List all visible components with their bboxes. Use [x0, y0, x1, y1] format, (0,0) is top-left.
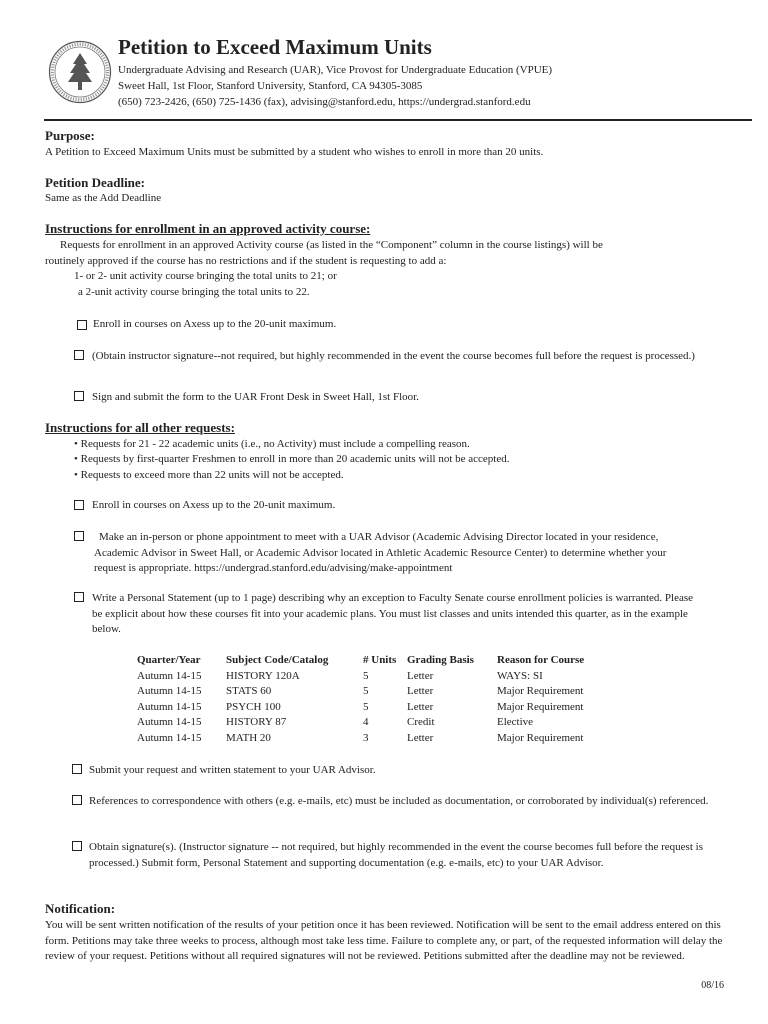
table-cell: Autumn 14-15 [137, 700, 202, 713]
table-cell: HISTORY 87 [226, 716, 287, 728]
activity-heading: Instructions for enrollment in an approved activity course: [45, 221, 371, 236]
activity-intro: Requests for enrollment in an approved Activity course (as listed in the “Component” column in the course listings) will be [60, 239, 603, 251]
table-row [137, 700, 607, 716]
header-divider [44, 119, 752, 121]
purpose-heading: Purpose: [45, 128, 95, 143]
table-cell: Elective [497, 716, 534, 728]
checkbox[interactable] [74, 391, 84, 401]
table-cell: 4 [363, 716, 369, 728]
table-cell: 5 [363, 700, 369, 713]
column-header: Reason for Course [497, 654, 585, 666]
other-bullet: • Requests to exceed more than 22 units will not be accepted. [74, 469, 344, 481]
office-address: Sweet Hall, 1st Floor, Stanford University, Stanford, CA 94305-3085 [118, 80, 423, 92]
table-cell: MATH 20 [226, 731, 271, 744]
other-heading: Instructions for all other requests: [45, 420, 235, 435]
column-header: Subject Code/Catalog [226, 654, 329, 666]
checkbox[interactable] [72, 841, 82, 851]
purpose-text: A Petition to Exceed Maximum Units must be submitted by a student who wishes to enroll in more than 20 units. [45, 146, 544, 158]
activity-step: Sign and submit the form to the UAR Front Desk in Sweet Hall, 1st Floor. [92, 391, 419, 403]
table-cell: Letter [407, 731, 434, 744]
activity-step: (Obtain instructor signature--not required, but highly recommended in the event the course becomes full before the request is processed.) [92, 350, 695, 362]
table-row [137, 669, 607, 685]
stanford-seal-logo [48, 40, 112, 104]
table-cell: Major Requirement [497, 700, 584, 713]
deadline-text: Same as the Add Deadline [45, 192, 162, 204]
checkbox[interactable] [72, 795, 82, 805]
checkbox[interactable] [74, 592, 84, 602]
example-course-table [137, 653, 607, 746]
activity-step: Enroll in courses on Axess up to the 20-unit maximum. [93, 318, 337, 330]
office-contact: (650) 723-2426, (650) 725-1436 (fax), advising@stanford.edu, https://undergrad.stanford.edu [118, 96, 531, 108]
checkbox[interactable] [74, 500, 84, 510]
other-step: References to correspondence with others (e.g. e-mails, etc) must be included as documentation, or corroborated by individual(s) referenced. [89, 795, 709, 807]
table-cell: Autumn 14-15 [137, 669, 202, 682]
table-row [137, 715, 607, 731]
table-cell: 3 [363, 731, 369, 744]
office-name: Undergraduate Advising and Research (UAR), Vice Provost for Undergraduate Education (VPUE) [118, 64, 553, 76]
activity-option: a 2-unit activity course bringing the total units to 22. [78, 286, 310, 298]
activity-intro-cont: routinely approved if the course has no restrictions and if the student is requesting to add a: [45, 255, 447, 267]
column-header: Quarter/Year [137, 654, 201, 666]
checkbox[interactable] [74, 531, 84, 541]
table-cell: WAYS: SI [497, 669, 543, 682]
table-cell: Credit [407, 716, 435, 728]
table-row [137, 684, 607, 700]
table-cell: Letter [407, 669, 434, 682]
notification-heading: Notification: [45, 901, 116, 916]
table-cell: Autumn 14-15 [137, 716, 202, 728]
other-bullet: • Requests for 21 - 22 academic units (i.e., no Activity) must include a compelling reason. [74, 438, 470, 450]
table-cell: HISTORY 120A [226, 669, 300, 682]
other-step: Obtain signature(s). (Instructor signature -- not required, but highly recommended in the event the course becomes full before the request is processed.) Submit form, Personal Statement and supporting documentation (e.g. e-mails, etc) to your UAR Advisor. [89, 841, 703, 869]
table-cell: Letter [407, 685, 434, 697]
table-cell: PSYCH 100 [226, 700, 281, 713]
deadline-heading: Petition Deadline: [45, 175, 146, 190]
activity-option: 1- or 2- unit activity course bringing the total units to 21; or [74, 270, 337, 282]
checkbox[interactable] [72, 764, 82, 774]
table-cell: Major Requirement [497, 685, 584, 697]
table-row [137, 731, 607, 747]
table-cell: 5 [363, 669, 369, 682]
table-cell: 5 [363, 685, 369, 697]
table-cell: STATS 60 [226, 685, 272, 697]
checkbox[interactable] [77, 320, 87, 330]
other-step: Submit your request and written statement to your UAR Advisor. [89, 764, 376, 776]
other-step: Write a Personal Statement (up to 1 page) describing why an exception to Faculty Senate course enrollment policies is warranted. Please be explicit about how these courses fit into your academic plans. You must list classes and units intended this quarter, as in the example below. [92, 592, 694, 635]
table-header-row [137, 653, 607, 669]
table-cell: Letter [407, 700, 434, 713]
other-bullet: • Requests by first-quarter Freshmen to enroll in more than 20 academic units will not be accepted. [74, 453, 510, 465]
checkbox[interactable] [74, 350, 84, 360]
other-step: Enroll in courses on Axess up to the 20-unit maximum. [92, 499, 336, 511]
column-header: Grading Basis [407, 654, 474, 666]
notification-text: You will be sent written notification of the results of your petition once it has been reviewed. Notification will be sent to the email address entered on this form. Petitions may take three weeks to process, although most take less time. Failure to complete any, or part, of the requested information will delay the review of your request. Petitions without all required signatures will not be reviewed. Petitions submitted after the deadline may not be reviewed. [45, 919, 723, 962]
table-cell: Autumn 14-15 [137, 731, 202, 744]
table-cell: Autumn 14-15 [137, 685, 202, 697]
column-header: # Units [363, 654, 397, 666]
form-date-code: 08/16 [701, 980, 724, 991]
other-step: Make an in-person or phone appointment to meet with a UAR Advisor (Academic Advising Director located in your residence, Academic Advisor in Sweet Hall, or Academic Advisor located in Athletic Academic Resource Center) to determine whether your request is appropriate. https://undergrad.stanford.edu/advising/make-appointment [94, 531, 667, 574]
table-cell: Major Requirement [497, 731, 584, 744]
page-title: Petition to Exceed Maximum Units [118, 35, 432, 59]
